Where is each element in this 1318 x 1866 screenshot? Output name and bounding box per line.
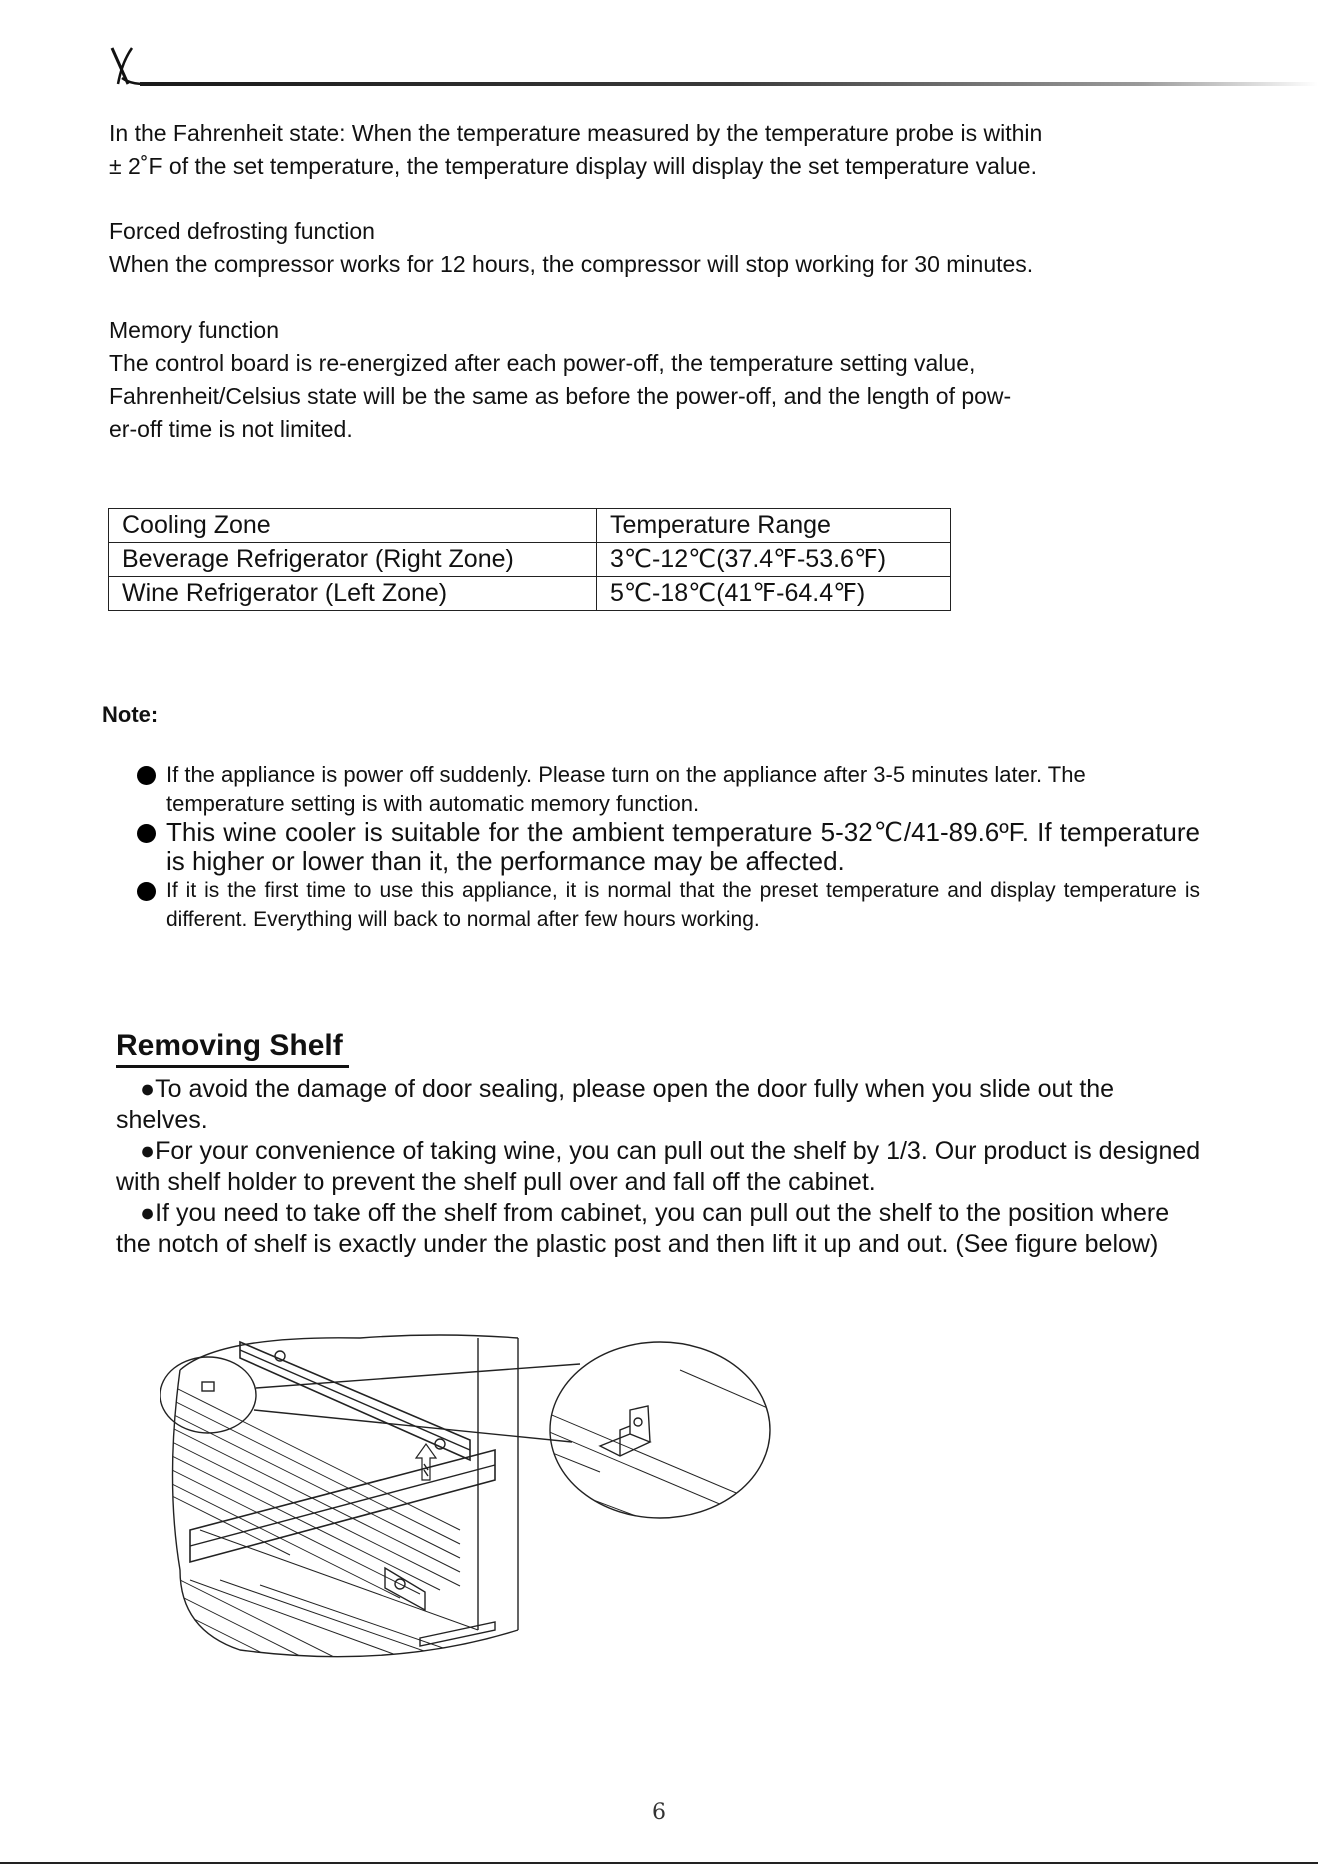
bullet-icon [137, 766, 156, 785]
removing-shelf-body [116, 1074, 1206, 1260]
temperature-range-table [108, 508, 951, 611]
shelf-paragraph: ●For your convenience of taking wine, you can pull out the shelf by 1/3. Our product is designed with shelf holder to prevent the shelf pull over and fall off the cabinet. [116, 1137, 1201, 1196]
page-number: 6 [652, 1800, 666, 1825]
table-cell: Wine Refrigerator (Left Zone) [109, 577, 597, 611]
note-item-text: This wine cooler is suitable for the ambient temperature 5-32℃/41-89.6ºF. If temperature is higher or lower than it, the performance may be affected. [166, 817, 1200, 876]
note-item-text: If it is the first time to use this appliance, it is normal that the preset temperature and display temperature is different. Everything will back to normal after few hours working. [166, 879, 1200, 931]
fahrenheit-line-2: ± 2˚F of the set temperature, the temperature display will display the set temperature value. [109, 153, 1037, 179]
note-title: Note: [102, 702, 159, 727]
section-title: Removing Shelf [116, 1027, 349, 1068]
memory-line-2: Fahrenheit/Celsius state will be the same as before the power-off, and the length of pow- [109, 383, 1012, 409]
defrost-body: When the compressor works for 12 hours, the compressor will stop working for 30 minutes. [109, 251, 1034, 277]
note-list [136, 760, 1200, 934]
shelf-paragraph: ●To avoid the damage of door sealing, please open the door fully when you slide out the shelves. [116, 1075, 1115, 1134]
shelf-paragraph: ●If you need to take off the shelf from cabinet, you can pull out the shelf to the position where the notch of shelf is exactly under the plastic post and then lift it up and out. (See figure below) [116, 1199, 1170, 1258]
table-row [109, 543, 951, 577]
table-cell: 5℃-18℃(41℉-64.4℉) [597, 577, 951, 611]
defrost-section [109, 215, 1219, 281]
header-rule [140, 82, 1318, 86]
list-item [136, 818, 1200, 876]
memory-line-1: The control board is re-energized after each power-off, the temperature setting value, [109, 350, 976, 376]
list-item [136, 760, 1200, 818]
bullet-icon [137, 824, 156, 843]
table-cell: Beverage Refrigerator (Right Zone) [109, 543, 597, 577]
table-header-cell: Cooling Zone [109, 509, 597, 543]
table-row [109, 577, 951, 611]
list-item [136, 876, 1200, 934]
fahrenheit-paragraph [109, 117, 1219, 183]
defrost-title: Forced defrosting function [109, 218, 375, 244]
bottom-rule [0, 1862, 1318, 1864]
memory-section [109, 314, 1219, 446]
memory-title: Memory function [109, 317, 280, 343]
table-header-cell: Temperature Range [597, 509, 951, 543]
memory-line-3: er-off time is not limited. [109, 416, 353, 442]
bullet-icon [137, 882, 156, 901]
note-item-text: If the appliance is power off suddenly. Please turn on the appliance after 3-5 minutes later. The temperature setting is with automatic memory function. [166, 762, 1086, 816]
table-header-row [109, 509, 951, 543]
shelf-removal-illustration [160, 1330, 820, 1660]
table-cell: 3℃-12℃(37.4℉-53.6℉) [597, 543, 951, 577]
fahrenheit-line-1: In the Fahrenheit state: When the temperature measured by the temperature probe is within [109, 120, 1043, 146]
